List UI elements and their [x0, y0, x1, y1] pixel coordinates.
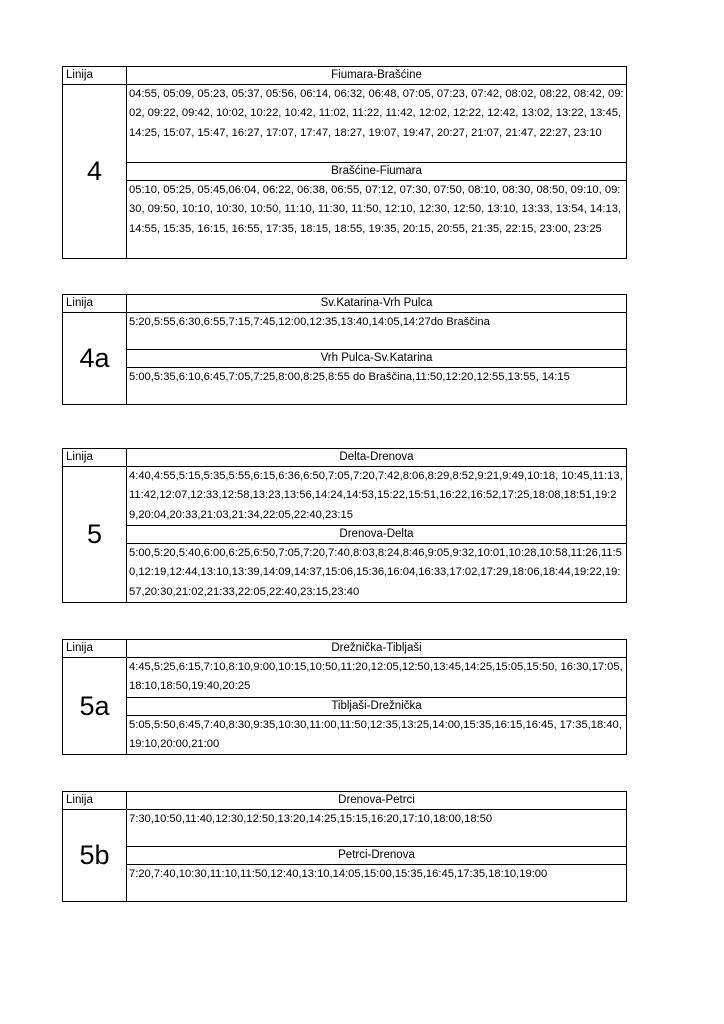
direction-name: Drežnička-Tibljaši — [127, 640, 627, 658]
departure-times: 04:55, 05:09, 05:23, 05:37, 05:56, 06:14, 06:32, 06:48, 07:05, 07:23, 07:42, 08:02, 08:22, 08:42, 09:02, 09:22, 09:42, 10:02, 10:22, 10:42, 11:02, 11:22, 11:42, 12:02, 12:22, 12:42, 13:02, 13:22, 13:45, 14:25, 15:07, 15:47, 16:27, 17:07, 17:47, 18:27, 19:07, 19:47, 20:27, 21:07, 21:47, 22:27, 23:10 — [127, 85, 627, 163]
direction-name: Fiumara-Brašćine — [127, 67, 627, 85]
direction-name: Petrci-Drenova — [127, 847, 627, 865]
timetable-line-5a — [62, 639, 627, 755]
departure-times: 7:20,7:40,10:30,11:10,11:50,12:40,13:10,14:05,15:00,15:35,16:45,17:35,18:10,19:00 — [127, 865, 627, 902]
departure-times: 7:30,10:50,11:40,12:30,12:50,13:20,14:25,15:15,16:20,17:10,18:00,18:50 — [127, 810, 627, 847]
line-number: 4 — [63, 85, 127, 259]
direction-name: Brašćine-Fiumara — [127, 163, 627, 181]
direction-name: Drenova-Delta — [127, 526, 627, 544]
direction-name: Drenova-Petrci — [127, 792, 627, 810]
line-number: 5a — [63, 658, 127, 755]
timetable-line-4a — [62, 294, 627, 405]
direction-name: Tibljaši-Drežnička — [127, 697, 627, 715]
line-number: 5 — [63, 467, 127, 603]
column-label: Linija — [63, 640, 127, 658]
line-number: 5b — [63, 810, 127, 902]
direction-name: Sv.Katarina-Vrh Pulca — [127, 295, 627, 313]
departure-times: 05:10, 05:25, 05:45,06:04, 06:22, 06:38, 06:55, 07:12, 07:30, 07:50, 08:10, 08:30, 08:50, 09:10, 09:30, 09:50, 10:10, 10:30, 10:50, 11:10, 11:30, 11:50, 12:10, 12:30, 12:50, 13:10, 13:33, 13:54, 14:13, 14:55, 15:35, 16:15, 16:55, 17:35, 18:15, 18:55, 19:35, 20:15, 20:55, 21:35, 22:15, 23:00, 23:25 — [127, 181, 627, 259]
column-label: Linija — [63, 67, 127, 85]
departure-times: 5:05,5:50,6:45,7:40,8:30,9:35,10:30,11:00,11:50,12:35,13:25,14:00,15:35,16:15,16:45, 17:35,18:40,19:10,20:00,21:00 — [127, 715, 627, 755]
departure-times: 5:00,5:20,5:40,6:00,6:25,6:50,7:05,7:20,7:40,8:03,8:24,8:46,9:05,9:32,10:01,10:28,10:58,11:26,11:50,12:19,12:44,13:10,13:39,14:09,14:37,15:06,15:36,16:04,16:33,17:02,17:29,18:06,18:44,19:22,19:57,20:30,21:02,21:33,22:05,22:40,23:15,23:40 — [127, 544, 627, 603]
column-label: Linija — [63, 449, 127, 467]
line-number: 4a — [63, 313, 127, 405]
departure-times: 4:45,5:25,6:15,7:10,8:10,9:00,10:15,10:50,11:20,12:05,12:50,13:45,14:25,15:05,15:50, 16:30,17:05,18:10,18:50,19:40,20:25 — [127, 658, 627, 698]
departure-times: 4:40,4:55,5:15,5:35,5:55,6:15,6:36,6:50,7:05,7:20,7:42,8:06,8:29,8:52,9:21,9:49,10:18, 10:45,11:13,11:42,12:07,12:33,12:58,13:23,13:56,14:24,14:53,15:22,15:51,16:22,16:52,17:25,18:08,18:51,19:29,20:04,20:33,21:03,21:34,22:05,22:40,23:15 — [127, 467, 627, 526]
direction-name: Delta-Drenova — [127, 449, 627, 467]
timetable-line-5b — [62, 791, 627, 902]
direction-name: Vrh Pulca-Sv.Katarina — [127, 350, 627, 368]
column-label: Linija — [63, 295, 127, 313]
timetable-line-5 — [62, 448, 627, 603]
departure-times: 5:20,5:55,6:30,6:55,7:15,7:45,12:00,12:35,13:40,14:05,14:27do Braščina — [127, 313, 627, 350]
column-label: Linija — [63, 792, 127, 810]
departure-times: 5:00,5:35,6:10,6:45,7:05,7:25,8:00,8:25,8:55 do Braščina,11:50,12:20,12:55,13:55, 14:15 — [127, 368, 627, 405]
timetable-line-4 — [62, 66, 627, 259]
